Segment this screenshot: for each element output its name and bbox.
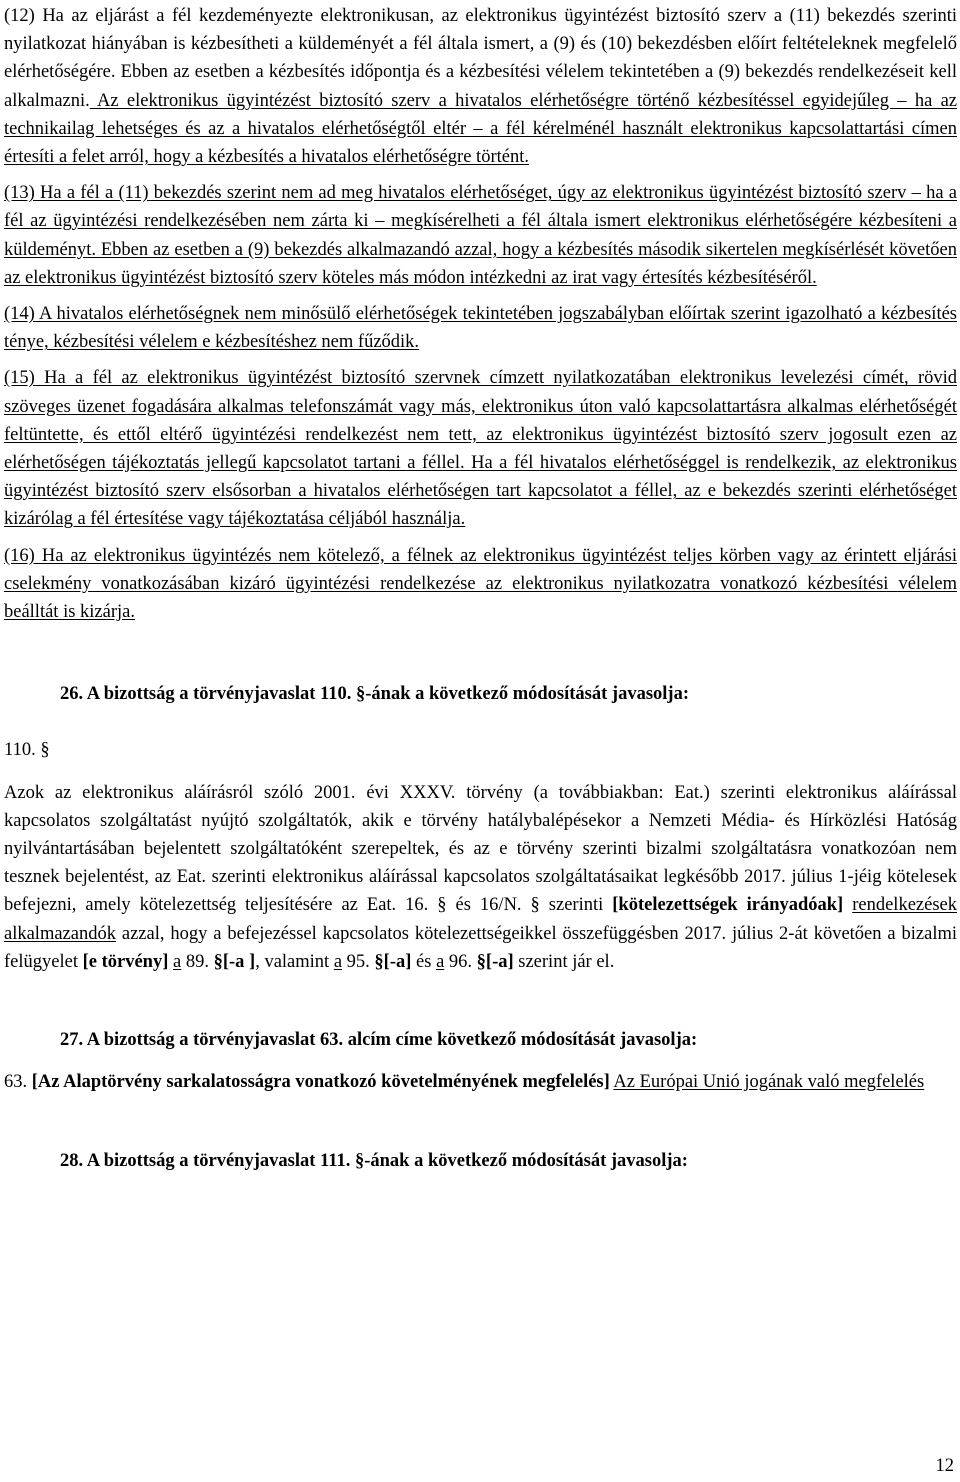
paragraph-12 — [4, 2, 957, 171]
s26-deleted-4: §[-a] — [374, 951, 412, 972]
section-26-label: 110. § — [4, 740, 50, 761]
s26-inserted-2: a — [173, 951, 182, 972]
paragraph-12-amendment: Az elektronikus ügyintézést biztosító szerv a hivatalos elérhetőségre történő kézbesítéssel egyidejűleg – ha az technikailag lehetséges és az a hivatalos elérhetőségtől eltér – a fél kérelménél használt elektronikus kapcsolattartási címen értesíti a felet arról, hogy a kézbesítés a hivatalos elérhetőségre történt. — [4, 90, 957, 168]
s26-inserted-1: rendelkezések alkalmazandók — [4, 895, 957, 944]
paragraph-13: (13) Ha a fél a (11) bekezdés szerint nem ad meg hivatalos elérhetőséget, úgy az elektronikus ügyintézést biztosító szerv – ha a fél az ügyintézési rendelkezésében nem zárta ki – megkísérelheti a fél általa ismert elektronikus elérhetőségére kézbesíteni a küldeményt. Ebben az esetben a (9) bekezdés alkalmazandó azzal, hogy a kézbesítés második sikertelen megkísérlését követően az elektronikus ügyintézést biztosító szerv köteles más módon intézkedni az irat vagy értesítés kézbesítéséről. — [4, 183, 957, 288]
section-28-heading: 28. A bizottság a törvényjavaslat 111. §-ának a következő módosítását javasolja: — [60, 1150, 688, 1171]
s26-text-10: szerint jár el. — [513, 951, 615, 972]
s26-deleted-2: [e törvény] — [82, 951, 169, 972]
s26-text-7: 95. — [342, 951, 375, 972]
section-27-body — [4, 1068, 957, 1096]
s26-text-8: és — [411, 951, 437, 972]
s26-inserted-3: a — [333, 951, 343, 972]
s27-prefix: 63. — [4, 1072, 32, 1093]
s26-text-6: , valamint — [255, 951, 334, 972]
s26-text-5: 89. — [181, 951, 214, 972]
section-26-body — [4, 779, 957, 976]
section-27-heading: 27. A bizottság a törvényjavaslat 63. alcím címe következő módosítását javasolja: — [60, 1030, 698, 1051]
paragraph-15: (15) Ha a fél az elektronikus ügyintézést biztosító szervnek címzett nyilatkozatában elektronikus levelezési címét, rövid szöveges üzenet fogadására alkalmas telefonszámát vagy más, elektronikus úton való kapcsolattartásra alkalmas elérhetőségét feltüntette, és ettől eltérő ügyintézési rendelkezést nem tett, az elektronikus ügyintézést biztosító szerv jogosult ezen az elérhetőségen tájékoztatás jellegű kapcsolatot tartani a féllel. Ha a fél hivatalos elérhetőséggel is rendelkezik, az elektronikus ügyintézést biztosító szerv elsősorban a hivatalos elérhetőségen tart kapcsolatot a féllel, az e bekezdés szerinti elérhetőséget kizárólag a fél értesítése vagy tájékoztatása céljából használja. — [4, 368, 957, 530]
s26-inserted-4: a — [436, 951, 445, 972]
section-26-heading: 26. A bizottság a törvényjavaslat 110. §-ának a következő módosítását javasolja: — [60, 684, 689, 705]
s26-text-9: 96. — [444, 951, 477, 972]
page-number: 12 — [935, 1456, 954, 1476]
s26-space — [843, 895, 852, 915]
paragraph-14: (14) A hivatalos elérhetőségnek nem minősülő elérhetőségek tekintetében jogszabályban előírtak szerint igazolható a kézbesítés ténye, kézbesítési vélelem e kézbesítéshez nem fűződik. — [4, 304, 957, 353]
paragraph-12-text: (12) Ha az eljárást a fél kezdeményezte elektronikusan, az elektronikus ügyintézést biztosító szerv a (11) bekezdés szerinti nyilatkozat hiányában is kézbesítheti a küldeményét a fél általa ismert, a (9) és (10) bekezdésben előírt feltételeknek megfelelő elérhetőségére. Ebben az esetben a kézbesítés időpontja és a kézbesítési vélelem tekintetében a (9) bekezdés rendelkezéseit kell alkalmazni. — [4, 6, 957, 111]
s26-text-3: azzal, hogy a befejezéssel kapcsolatos kötelezettségeikkel összefüggésben 2017. július 2-át követően a bizalmi felügyelet — [4, 923, 957, 972]
s26-text-1: Azok az elektronikus aláírásról szóló 2001. évi XXXV. törvény (a továbbiakban: Eat.) szerinti elektronikus aláírással kapcsolatos szolgáltatást nyújtó szolgáltatók, akik e törvény hatálybalépésekor a Nemzeti Média- és Hírközlési Hatóság nyilvántartásában bejelentett szolgáltatóként szerepeltek, és az e törvény szerinti bizalmi szolgáltatásra vonatkozóan nem tesznek bejelentést, az Eat. szerinti elektronikus aláírással kapcsolatos szolgáltatásaikat legkésőbb 2017. július 1-jéig kötelesek befejezni, amely kötelezettség teljesítésére az Eat. 16. § és 16/N. § szerinti — [4, 782, 957, 916]
s26-deleted-5: §[-a] — [476, 951, 514, 972]
s27-deleted: [Az Alaptörvény sarkalatosságra vonatkozó követelményének megfelelés] — [31, 1072, 610, 1093]
s26-deleted-1: [kötelezettségek irányadóak] — [612, 895, 844, 916]
document-page — [4, 0, 957, 1175]
s27-inserted: Az Európai Unió jogának való megfelelés — [613, 1072, 925, 1093]
s26-deleted-3: §[-a ] — [213, 951, 256, 972]
paragraph-16: (16) Ha az elektronikus ügyintézés nem kötelező, a félnek az elektronikus ügyintézést teljes körben vagy az érintett eljárási cselekmény vonatkozásában kizáró ügyintézési rendelkezése az elektronikus nyilatkozatra vonatkozó kézbesítési vélelem beálltát is kizárja. — [4, 545, 957, 623]
